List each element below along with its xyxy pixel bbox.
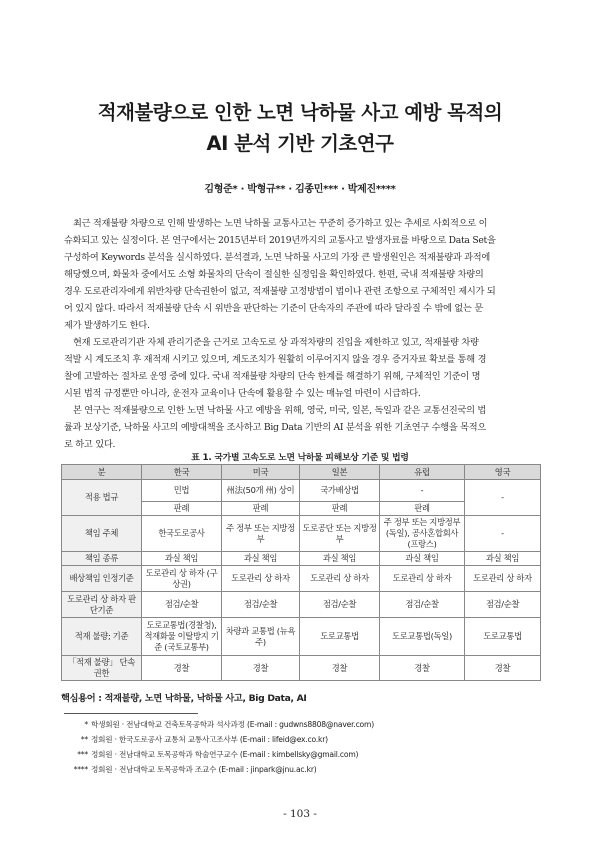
table-cell: 점검/순찰 [142,592,222,618]
keywords: 핵심용어 : 적재불량, 노면 낙하물, 낙하물 사고, Big Data, AI [61,693,307,704]
table-cell: 도로관리 상 하자 [380,566,465,592]
footnote-text: 학생회원 · 전남대학교 건축토목공학과 석사과정 (E-mail : gudwns8808@naver.com) [91,720,374,729]
table-cell: 점검/순찰 [465,592,541,618]
footnote-text: 정회원 · 한국도로공사 교통처 교통사고조사부 (E-mail : lifeid@ex.co.kr) [91,735,328,744]
table-cell: 경찰 [300,656,380,681]
abstract-line: 어 있지 않다. 따라서 적재불량 단속 시 위반을 판단하는 기준이 단속자의 주관에 따라 달라질 수 밖에 없는 문 [64,303,483,314]
table-cell: 민법 [142,480,222,502]
table-header-cell: 영국 [465,465,541,480]
table-cell: 과실 책임 [142,552,222,566]
table-cell: 점검/순찰 [222,592,300,618]
table-cell: 판례 [380,502,465,516]
table-cell: 도로관리 상 하자 [222,566,300,592]
table-cell: 국가배상법 [300,480,380,502]
table-row [62,618,541,656]
table-cell: 경찰 [142,656,222,681]
table-cell: 과실 책임 [465,552,541,566]
table-header-cell: 한국 [142,465,222,480]
table-header-cell: 유럽 [380,465,465,480]
row-label: 책임 종류 [62,552,142,566]
table-cell: - [465,516,541,552]
abstract-line: 로 하고 있다. [64,439,116,450]
footnote-mark: * [84,720,88,729]
table-cell: - [380,480,465,502]
row-label: 책임 주체 [62,516,142,552]
footnote [64,764,317,775]
table-cell: 도로관리 상 하자 [465,566,541,592]
table-row [62,516,541,552]
row-label: 배상책임 인정기준 [62,566,142,592]
table-cell: 도로교통법(독일) [380,618,465,656]
abstract-line: 찰에 고발하는 절차로 운영 중에 있다. 국내 적재불량 차량의 단속 한계를 해결하기 위해, 구체적인 기준이 명 [64,371,481,382]
table-header-cell: 분 [62,465,142,480]
row-label: 적재 불량; 기준 [62,618,142,656]
footnote-divider [64,713,198,714]
row-label: 도로관리 상 하자 판단기준 [62,592,142,618]
abstract-line: 시된 법적 규정뿐만 아니라, 운전자 교육이나 단속에 활용할 수 있는 매뉴얼 마련이 시급하다. [64,388,421,399]
table-cell: 도로교통법 [465,618,541,656]
table-cell: 점검/순찰 [300,592,380,618]
footnote-text: 정회원 · 전남대학교 토목공학과 학술연구교수 (E-mail : kimbellsky@gmail.com) [91,750,359,759]
table-cell: 경찰 [380,656,465,681]
comparison-table [61,464,541,681]
table-row [62,592,541,618]
row-label: 「적재 불량」 단속 권한 [62,656,142,681]
abstract-line: 률과 보상기준, 낙하물 사고의 예방대책을 조사하고 Big Data 기반의 AI 분석을 위한 기초연구 수행을 목적으 [64,422,487,433]
table-cell: 도로교통법 [300,618,380,656]
abstract-line: 해당했으며, 화물차 중에서도 소형 화물차의 단속이 절실한 실정임을 확인하였다. 한편, 국내 적재불량 차량의 [64,269,484,280]
footnote [64,719,374,730]
table-row [62,566,541,592]
table-cell: 도로공단 또는 지방정부 [300,516,380,552]
table-header-cell: 일본 [300,465,380,480]
table-row [62,552,541,566]
row-label: 적용 법규 [62,480,142,516]
table-cell: 州法(50개 州) 상이 [222,480,300,502]
footnote [64,734,328,745]
table-cell: 차량과 교통법 (뉴욕 주) [222,618,300,656]
page-number: - 103 - [283,808,317,820]
abstract-line: 제가 발생하기도 한다. [64,320,150,331]
table-cell: 과실 책임 [222,552,300,566]
table-header-cell: 미국 [222,465,300,480]
author-list: 김형준* · 박형규** · 김종민*** · 박제진**** [204,184,396,195]
table-caption: 표 1. 국가별 고속도로 노면 낙하물 피해보상 기준 및 법령 [191,453,409,463]
table-cell: 주 정부 또는 지방정부(독일), 공사혼합회사(프랑스) [380,516,465,552]
table-cell: 도로교통법(경찰청), 적재화물 이탈방지 기준 (국토교통부) [142,618,222,656]
table-cell: 점검/순찰 [380,592,465,618]
abstract-line: 경우 도로관리자에게 위반차량 단속권한이 없고, 적재불량 고정방법이 법이나 관련 조항으로 구체적인 제시가 되 [64,286,496,297]
table-cell: 한국도로공사 [142,516,222,552]
abstract-line: 슈화되고 있는 실정이다. 본 연구에서는 2015년부터 2019년까지의 교통사고 발생자료를 바탕으로 Data Set을 [64,235,496,246]
table-header-row [62,465,541,480]
footnote [64,749,358,760]
abstract-line: 구성하여 Keywords 분석을 실시하였다. 분석결과, 노면 낙하물 사고의 가장 큰 발생원인은 적재불량과 과적에 [64,252,491,263]
abstract-line: 최근 적재불량 차량으로 인해 발생하는 노면 낙하물 교통사고는 꾸준히 증가하고 있는 추세로 사회적으로 이 [73,218,488,229]
footnote-mark: *** [77,750,88,759]
paper-title-line-2: AI 분석 기반 기초연구 [206,132,394,155]
footnote-mark: ** [80,735,88,744]
table-cell: 경찰 [222,656,300,681]
table-cell: 판례 [142,502,222,516]
abstract-line: 적발 시 계도조치 후 재적재 시키고 있으며, 계도조치가 원활히 이루어지지 않을 경우 증거자료 확보를 통해 경 [64,354,487,365]
abstract-line: 현재 도로관리기관 자체 관리기준을 근거로 고속도로 상 과적차량의 진입을 제한하고 있고, 적재불량 차량 [73,337,479,348]
table-cell: 과실 책임 [380,552,465,566]
table-cell: 과실 책임 [300,552,380,566]
table-cell: 판례 [222,502,300,516]
table-cell: 주 정부 또는 지방정부 [222,516,300,552]
table-cell: - [465,480,541,516]
table-cell: 도로관리 상 하자 [300,566,380,592]
footnote-mark: **** [73,765,88,774]
abstract-line: 본 연구는 적재불량으로 인한 노면 낙하물 사고 예방을 위해, 영국, 미국, 일본, 독일과 같은 교통선진국의 법 [73,405,486,416]
paper-title-line-1: 적재불량으로 인한 노면 낙하물 사고 예방 목적의 [97,101,503,124]
table-cell: 도로관리 상 하자 (구상권) [142,566,222,592]
table-cell: 경찰 [465,656,541,681]
table-row [62,656,541,681]
table-cell: 판례 [300,502,380,516]
table-row [62,480,541,502]
footnote-text: 정회원 · 전남대학교 토목공학과 조교수 (E-mail : jinpark@jnu.ac.kr) [91,765,317,774]
abstract [64,215,537,453]
